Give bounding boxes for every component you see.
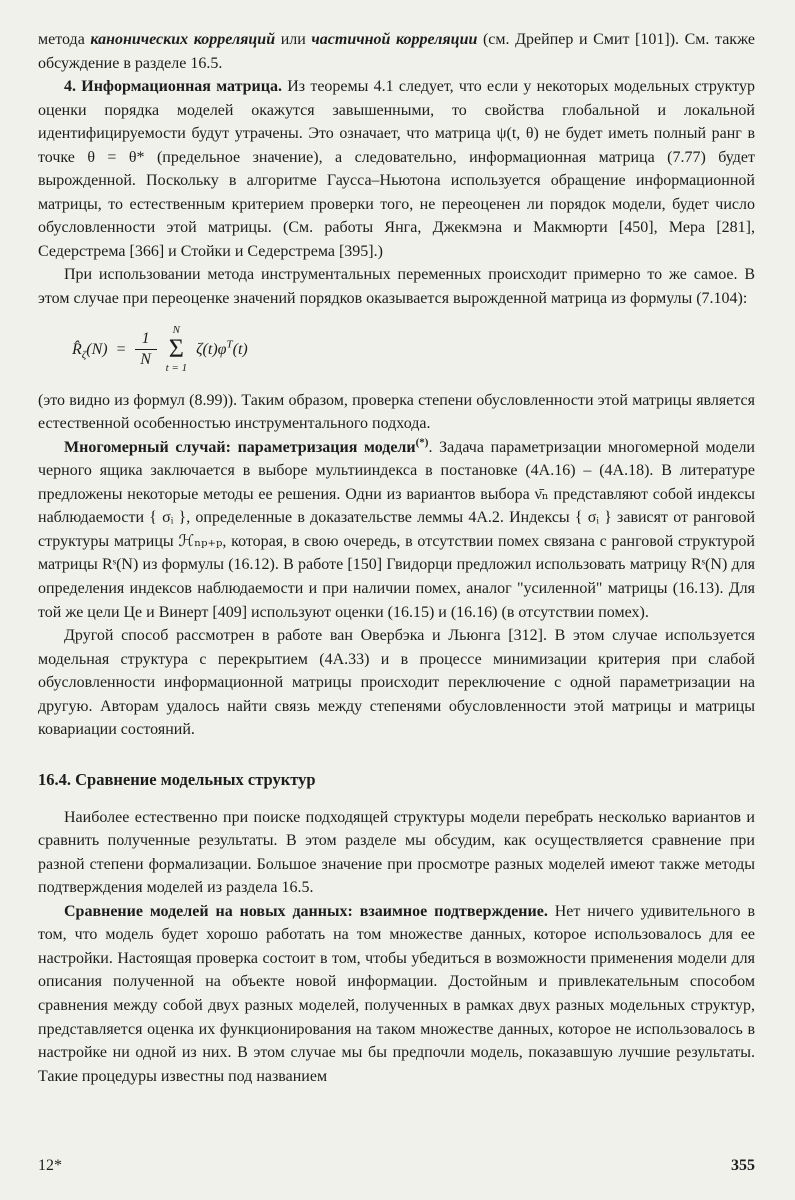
summation: [166, 325, 187, 374]
transpose-superscript: T: [226, 338, 233, 351]
fraction: [135, 330, 157, 370]
paragraph-intro: [38, 28, 755, 75]
paragraph-after-formula: (это видно из формул (8.99)). Таким образом, проверка степени обусловленности этой матрицы является естественной особенностью инструментального подхода.: [38, 391, 755, 433]
text-run: или: [275, 31, 312, 48]
summation-lower-limit: t = 1: [165, 361, 188, 374]
paragraph-cross-validation: [38, 900, 755, 1088]
text-run: ζ(t)φ: [196, 340, 227, 358]
text-run: метода: [38, 31, 91, 48]
sigma-symbol: Σ: [168, 334, 184, 364]
matrix-subscript: ζ: [81, 348, 87, 361]
equation-7-104: [72, 325, 755, 374]
footer-signature-mark: 12*: [38, 1157, 62, 1175]
inline-heading: Многомерный случай: параметризация модели: [64, 438, 416, 456]
footnote-marker: (*): [415, 436, 429, 449]
summation-upper-limit: N: [172, 324, 180, 337]
paragraph-multivariable-case: [38, 436, 755, 624]
paragraph-instrumental-variables: При использовании метода инструментальных переменных происходит примерно то же самое. В этом случае при переоценке значений порядков оказывается вырожденной матрица из формулы (7.104):: [38, 266, 755, 307]
equation-lhs: [72, 338, 108, 362]
paragraph-information-matrix: [38, 75, 755, 263]
text-run: Нет ничего удивительного в том, что модель будет хорошо работать на том множестве данных, которое использовалось для ее настройки. Настоящая проверка состоит в том, чтобы убедиться в возможности применения модели для описания полученной на объекте новой информации. Достойным и привлекательным способом сравнения между собой двух разных моделей, полученных в рамках двух разных модельных структур, представляется оценка их функционирования на таком множестве данных, которое не использовалось в настройке ни одной из них. В этом случае мы бы предпочли модель, показавшую лучшие результаты. Такие процедуры известны под названием: [38, 902, 756, 1085]
matrix-symbol: R̂: [72, 340, 82, 358]
text-run: (t): [232, 340, 248, 358]
equals-sign: =: [116, 340, 126, 358]
page-footer: [38, 1154, 755, 1178]
fraction-denominator: N: [140, 351, 151, 369]
inline-heading: Сравнение моделей на новых данных: взаимное подтверждение.: [64, 902, 548, 920]
text-run: (см. Дрейпер и Смит [101]). См. также обсуждение в разделе 16.5.: [38, 31, 756, 72]
emphasized-term: частичной корреляции: [311, 31, 478, 48]
equation-rhs: [196, 338, 248, 362]
inline-heading: 4. Информационная матрица.: [64, 78, 282, 96]
footer-page-number: 355: [731, 1157, 755, 1175]
emphasized-term: канонических корреляций: [90, 31, 276, 48]
matrix-argument: (N): [86, 340, 108, 358]
paragraph-overbeek-ljung: Другой способ рассмотрен в работе ван Овербэка и Льюнга [312]. В этом случае используется модельная структура с перекрытием (4А.33) и в процессе минимизации критерия при слабой обусловленности информационной матрицы происходит переключение с одной параметризации на другую. Авторам удалось найти связь между степенями обусловленности этой матрицы и матрицы ковариации состояний.: [38, 627, 755, 739]
section-heading-16-4: 16.4. Сравнение модельных структур: [38, 769, 316, 789]
text-run: Из теоремы 4.1 следует, что если у некоторых модельных структур оценки порядка моделей окажутся завышенными, то свойства глобальной и локальной идентифицируемости будут утрачены. Это означает, что матрица ψ(t, θ) не будет иметь полный ранг в точке θ = θ* (предельное значение), а следовательно, информационная матрица (7.77) будет вырожденной. Поскольку в алгоритме Гаусса–Ньютона используется обращение информационной матрицы, то естественным критерием проверки того, не переоценен ли порядок модели, будет число обусловленности этой матрицы. (См. работы Янга, Джекмэна и Макмюрти [450], Мера [281], Седерстрема [366] и Стойки и Седерстрема [395].): [38, 78, 755, 260]
fraction-numerator: 1: [135, 330, 157, 350]
text-run: . Задача параметризации многомерной модели черного ящика заключается в выборе мультииндекса в постановке (4А.16) – (4А.18). В литературе предложены некоторые методы ее решения. Одни из вариантов выбора ν̄ₙ представляют собой индексы наблюдаемости { σᵢ }, определенные в доказательстве леммы 4А.2. Индексы { σᵢ } зависят от ранговой структуры матрицы ℋₙₚ₊ₚ, которая, в свою очередь, в отсутствии помех связана с ранговой структурой матрицы Rˢ(N) из формулы (16.12). В работе [150] Гвидорци предложил использовать матрицу Rˢ(N) для определения индексов наблюдаемости и при наличии помех, аналог "усиленной" матрицы (16.13). Для той же цели Це и Винерт [409] используют оценки (16.15) и (16.16) (в отсутствии помех).: [38, 438, 755, 621]
paragraph-model-comparison: Наиболее естественно при поиске подходящей структуры модели перебрать несколько вариантов и сравнить полученные результаты. В этом разделе мы обсудим, как осуществляется сравнение при разной степени формализации. Большое значение при просмотре разных моделей имеют также методы подтверждения моделей из раздела 16.5.: [38, 808, 755, 897]
